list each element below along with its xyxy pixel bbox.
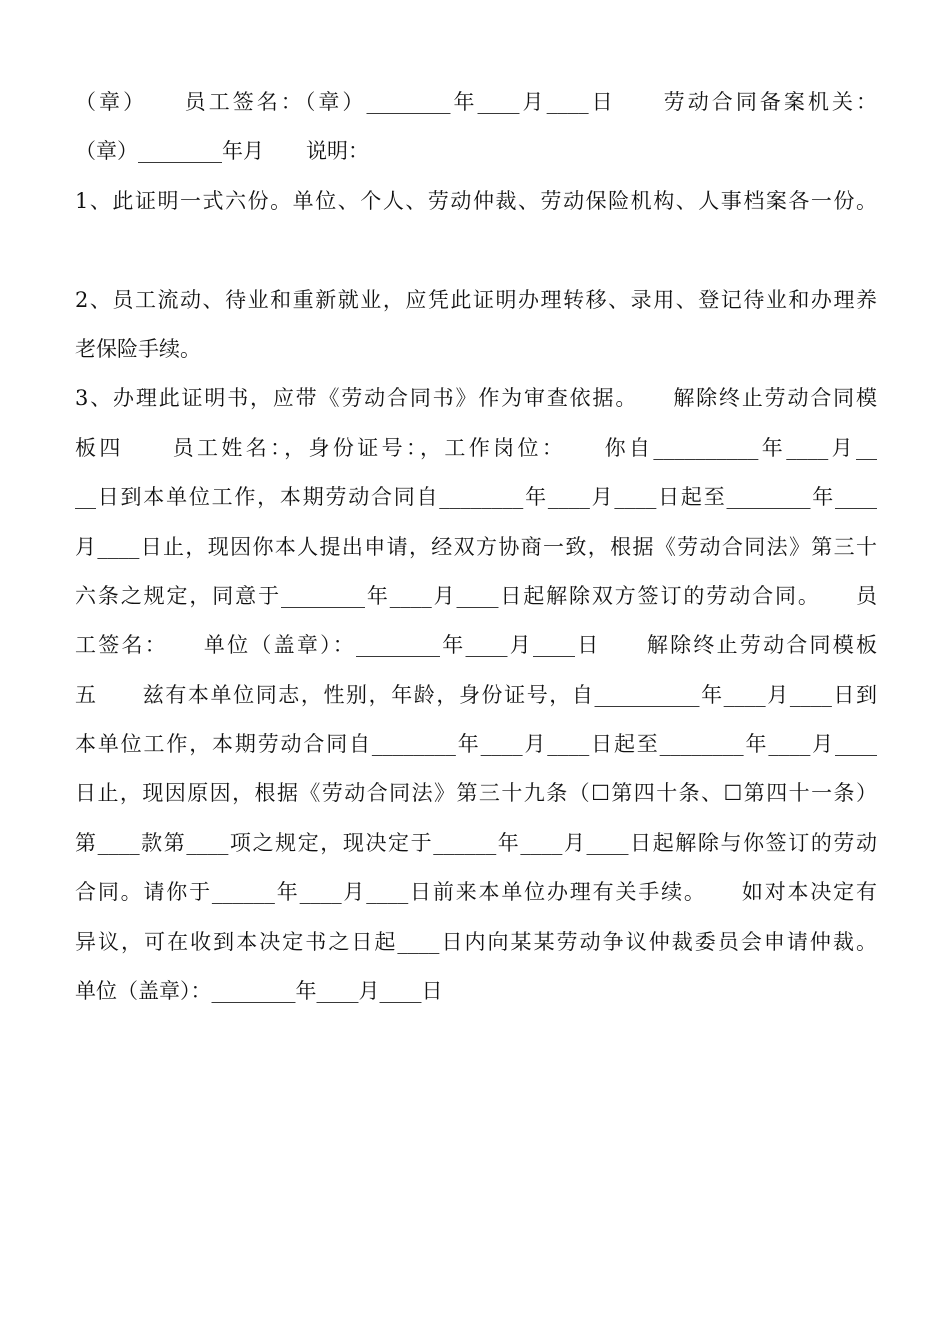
text-line: 1、此证明一式六份。单位、个人、劳动仲裁、劳动保险机构、人事档案各一份。 — [75, 188, 877, 213]
text-line: 异议，可在收到本决定书之日起____日内向某某劳动争议仲裁委员会申请仲裁。 — [75, 929, 877, 954]
text-line: 日止，现因原因，根据《劳动合同法》第三十九条（☐第四十条、☐第四十一条） — [75, 781, 877, 806]
text-line: 合同。请你于______年____月____日前来本单位办理有关手续。 如对本决定有 — [75, 880, 877, 905]
text-line: 板四 员工姓名：，身份证号：，工作岗位： 你自__________年____月__ — [75, 435, 877, 460]
text-line: 2、员工流动、待业和重新就业，应凭此证明办理转移、录用、登记待业和办理养 — [75, 287, 877, 312]
text-line: （章） 员工签名：（章）________年____月____日 劳动合同备案机关： — [75, 90, 877, 114]
text-line: 工签名： 单位（盖章）：________年____月____日 解除终止劳动合同模板 — [75, 633, 877, 658]
text-line: 本单位工作，本期劳动合同自________年____月____日起至________年____月____ — [75, 732, 877, 757]
text-line: 单位（盖章）：________年____月____日 — [75, 979, 443, 1004]
text-line: 六条之规定，同意于________年____月____日起解除双方签订的劳动合同。 员 — [75, 583, 877, 608]
text-line: 五 兹有本单位同志，性别，年龄，身份证号，自__________年____月____日到 — [75, 682, 877, 707]
text-line: 第____款第____项之规定，现决定于______年____月____日起解除与你签订的劳动 — [75, 830, 877, 855]
text-line: 老保险手续。 — [75, 336, 201, 361]
text-line: __日到本单位工作，本期劳动合同自________年____月____日起至________年____ — [75, 485, 877, 510]
text-line: 3、办理此证明书，应带《劳动合同书》作为审查依据。 解除终止劳动合同模 — [75, 386, 877, 411]
text-line: （章）________年月 说明： — [75, 139, 369, 164]
blank-line — [75, 226, 877, 275]
document-body — [75, 78, 877, 1016]
text-line: 月____日止，现因你本人提出申请，经双方协商一致，根据《劳动合同法》第三十 — [75, 534, 877, 559]
